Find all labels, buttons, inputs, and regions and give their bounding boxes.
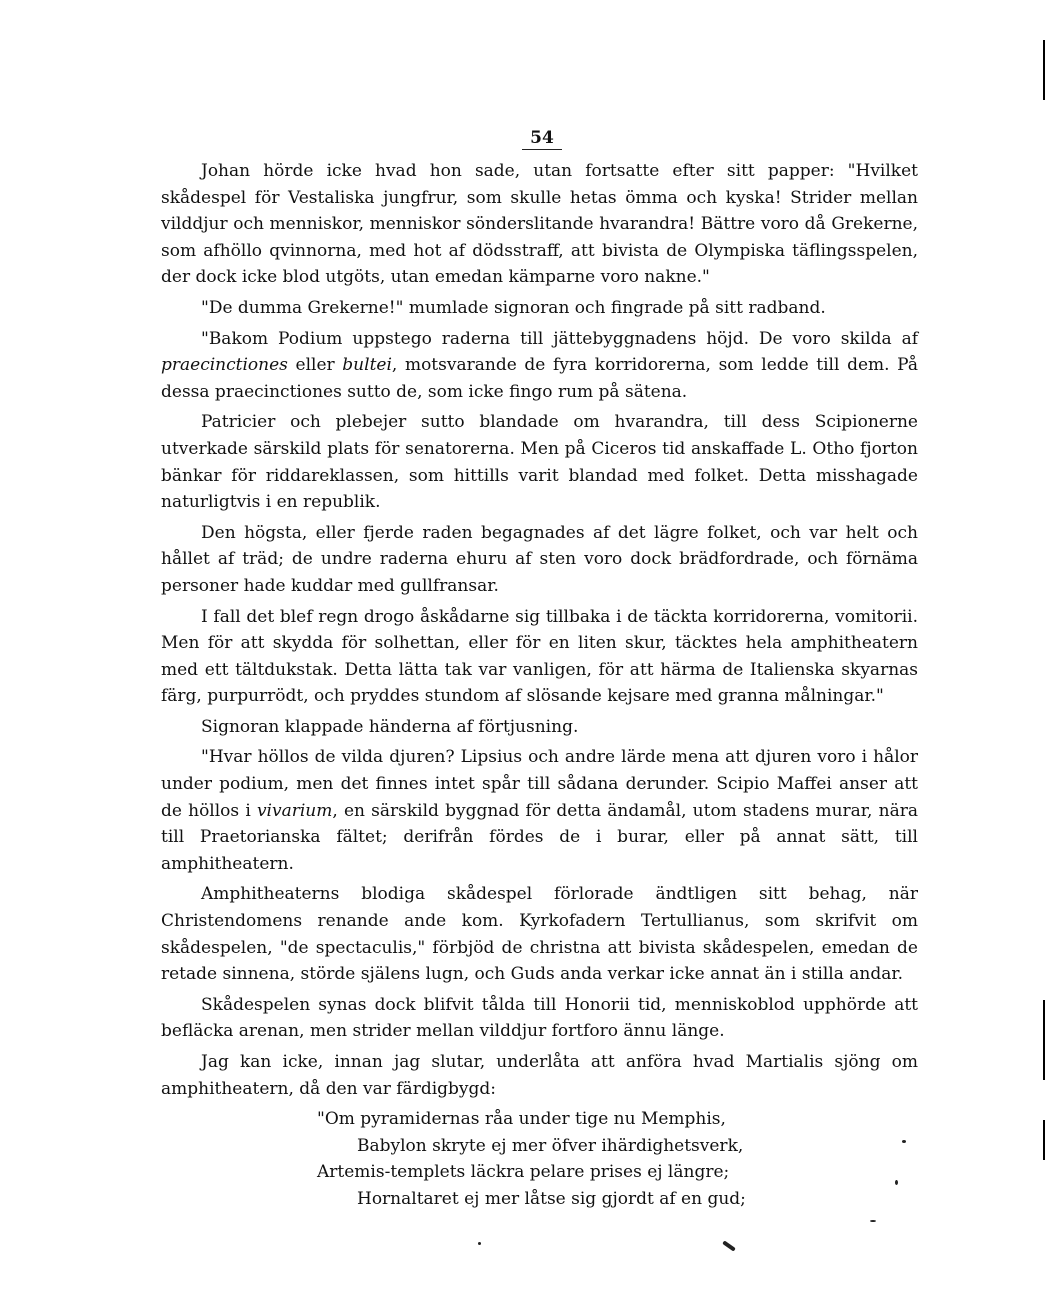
paragraph-8 bbox=[161, 744, 918, 877]
paragraph-8-italic-vivarium: vivarium bbox=[256, 800, 333, 821]
poem bbox=[317, 1106, 918, 1212]
scan-speck bbox=[895, 1180, 898, 1185]
page-number: 54 bbox=[522, 128, 562, 150]
paragraph-4: Patricier och plebejer sutto blandade om hvarandra, till dess Scipionerne utverkade särskild plats för senatorerna. Men på Ciceros tid anskaffade L. Otho fjorton bänkar för riddareklassen, som hittills varit blandad med folket. Detta misshagade naturligtvis i en republik. bbox=[161, 412, 918, 513]
paragraph-9: Amphitheaterns blodiga skådespel förlorade ändtligen sitt behag, när Christendomens renande ande kom. Kyrkofadern Tertullianus, som skrifvit om skådespelen, "de spectaculis," förbjöd de christna att bivista skådespelen, emedan de retade sinnena, störde själens lugn, och Guds anda verkar icke annat än i stilla andar. bbox=[161, 884, 918, 985]
scan-speck bbox=[722, 1240, 736, 1251]
scan-speck bbox=[902, 1140, 906, 1143]
poem-line: Babylon skryte ej mer öfver ihärdighetsverk, bbox=[357, 1135, 744, 1156]
scan-edge-mark bbox=[1043, 1120, 1045, 1160]
poem-line: Artemis-templets läckra pelare prises ej längre; bbox=[317, 1162, 730, 1183]
poem-line: Hornaltaret ej mer låtse sig gjordt af en gud; bbox=[357, 1188, 746, 1209]
paragraph-8-text-a: "Hvar höllos de vilda djuren? Lipsius och andre lärde mena att djuren voro i hålor under podium, men det finnes intet spår till sådana derunder. Scipio Maffei anser att de höllos i bbox=[161, 747, 918, 821]
scan-speck bbox=[870, 1220, 876, 1222]
paragraph-6: I fall det blef regn drogo åskådarne sig tillbaka i de täckta korridorerna, vomitorii. Men för att skydda för solhettan, eller för en liten skur, täcktes hela amphitheatern med ett tältdukstak. Detta lätta tak var vanligen, för att härma de Italienska skyarnas färg, purpurrödt, och pryddes stundom af slösande kejsare med granna målningar." bbox=[161, 606, 918, 707]
paragraph-3 bbox=[161, 326, 918, 406]
scan-edge-mark bbox=[1043, 40, 1045, 100]
paragraph-10: Skådespelen synas dock blifvit tålda till Honorii tid, menniskoblod upphörde att befläcka arenan, men strider mellan vilddjur fortforo ännu länge. bbox=[161, 994, 918, 1042]
body-text bbox=[161, 158, 918, 1213]
paragraph-8-text-b: , en särskild byggnad för detta ändamål, utom stadens murar, nära till Praetorianska fältet; derifrån fördes de i burar, eller på annat sätt, till amphitheatern. bbox=[161, 800, 918, 874]
paragraph-2: "De dumma Grekerne!" mumlade signoran och fingrade på sitt radband. bbox=[201, 297, 826, 318]
paragraph-3-text-c: , motsvarande de fyra korridorerna, som ledde till dem. På dessa praecinctiones sutto de, som icke fingo rum på sätena. bbox=[161, 355, 918, 402]
paragraph-5: Den högsta, eller fjerde raden begagnades af det lägre folket, och var helt och hållet af träd; de undre raderna ehuru af sten voro dock brädfordrade, och förnäma personer hade kuddar med gullfransar. bbox=[161, 522, 918, 596]
paragraph-3-text-b: eller bbox=[287, 355, 343, 376]
paragraph-1: Johan hörde icke hvad hon sade, utan fortsatte efter sitt papper: "Hvilket skådespel för Vestaliska jungfrur, som skulle hetas ömma och kyska! Strider mellan vilddjur och menniskor, menniskor sönderslitande hvarandra! Bättre voro då Grekerne, som afhöllo qvinnorna, med hot af dödsstraff, att bivista de Olympiska täflingsspelen, der dock icke blod utgöts, utan emedan kämparne voro nakne." bbox=[161, 161, 918, 288]
scan-speck bbox=[478, 1242, 481, 1245]
paragraph-3-text-a: "Bakom Podium uppstego raderna till jättebyggnadens höjd. De voro skilda af bbox=[201, 328, 918, 349]
paragraph-11: Jag kan icke, innan jag slutar, underlåta att anföra hvad Martialis sjöng om amphitheatern, då den var färdigbygd: bbox=[161, 1052, 918, 1099]
poem-line: "Om pyramidernas råa under tige nu Memphis, bbox=[317, 1109, 726, 1130]
scan-edge-mark bbox=[1043, 1000, 1045, 1080]
paragraph-3-italic-bultei: bultei bbox=[342, 355, 392, 376]
paragraph-7: Signoran klappade händerna af förtjusning. bbox=[201, 716, 579, 737]
paragraph-3-italic-praecinctiones: praecinctiones bbox=[161, 355, 288, 376]
